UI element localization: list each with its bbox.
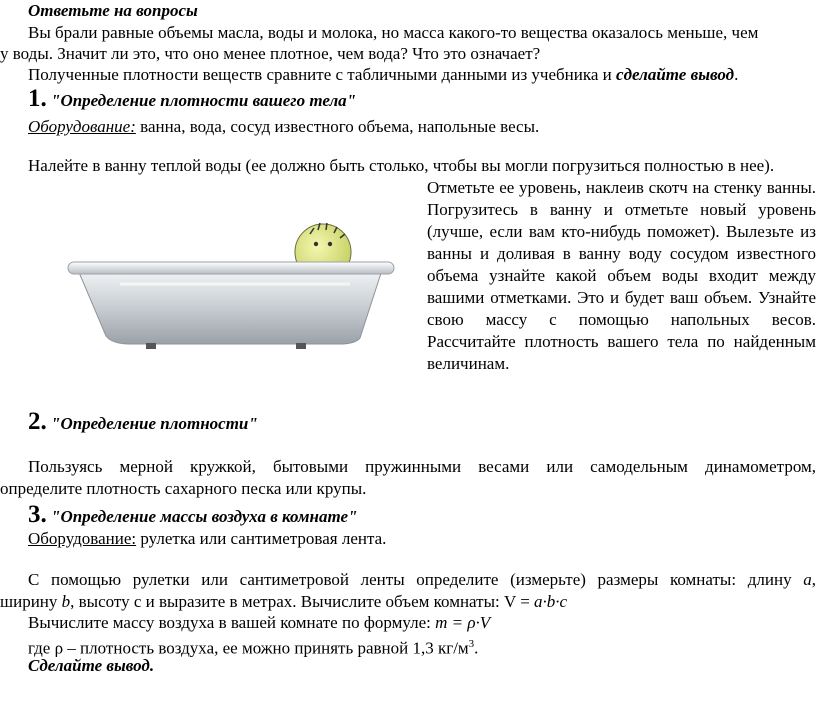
task3-line2-mid: , высоту с и выразите в метрах. Вычислите объем комнаты: V = bbox=[70, 592, 535, 611]
task1-equipment-label: Оборудование: bbox=[28, 117, 136, 136]
task3-heading bbox=[28, 501, 816, 528]
task3-line4-end: . bbox=[474, 638, 479, 658]
task1-equipment-text: ванна, вода, сосуд известного объема, напольные весы. bbox=[135, 117, 540, 136]
intro-question-line2: у воды. Значит ли это, что оно менее плотное, чем вода? Что это означает? bbox=[0, 44, 541, 63]
task3-line1-end: , bbox=[811, 570, 816, 589]
task3-equipment bbox=[28, 528, 816, 550]
task2-title: "Определение плотности" bbox=[51, 414, 258, 433]
task3-mass-formula: m = ρ·V bbox=[435, 613, 491, 632]
task3-line2 bbox=[0, 591, 816, 613]
task3-equipment-label: Оборудование: bbox=[28, 529, 137, 548]
task3-line4-text: где ρ – плотность воздуха, ее можно принять равной 1,3 кг/м bbox=[28, 638, 469, 658]
task2-text-line2: определите плотность сахарного песка или крупы. bbox=[0, 479, 367, 498]
intro-compare-emphasis: сделайте вывод bbox=[616, 65, 735, 84]
intro-compare-line bbox=[28, 64, 816, 86]
task1-number: 1. bbox=[28, 85, 47, 112]
task3-number: 3. bbox=[28, 501, 47, 528]
intro-compare-text: Полученные плотности веществ сравните с табличными данными из учебника и bbox=[28, 65, 617, 84]
task3-line1 bbox=[28, 569, 816, 591]
task3-equipment-text: рулетка или сантиметровая лента. bbox=[136, 529, 387, 548]
task3-var-a: а bbox=[803, 570, 812, 589]
task3-line2-start: ширину bbox=[0, 592, 62, 611]
bathtub-foot-left bbox=[146, 343, 156, 349]
bathtub-foot-right bbox=[296, 343, 306, 349]
task2-number: 2. bbox=[28, 408, 47, 435]
intro-compare-end: . bbox=[734, 65, 739, 84]
bathtub-illustration bbox=[60, 200, 400, 360]
task1-heading bbox=[28, 85, 816, 112]
task1-title: "Определение плотности вашего тела" bbox=[51, 91, 357, 110]
task3-line3-start: Вычислите массу воздуха в вашей комнате по формуле: bbox=[28, 613, 436, 632]
intro-title: Ответьте на вопросы bbox=[28, 1, 198, 20]
task3-line4-sup: 3 bbox=[468, 638, 475, 650]
task3-var-b: b bbox=[61, 592, 71, 611]
task2-text-line1: Пользуясь мерной кружкой, бытовыми пружинными весами или самодельным динамометром, bbox=[28, 457, 816, 476]
task3-volume-formula: a·b·c bbox=[534, 592, 568, 611]
task1-right-paragraph: Отметьте ее уровень, наклеив скотч на стенку ванны. Погрузитесь в ванну и отметьте новый уровень (лучше, если вам кто-нибудь поможет). Вылезьте из ванны и доливая в ванну воду сосудом известного объема узнайте какой объем воды входит между вашими отметками. Это и будет ваш объем. Узнайте свою массу с помощью напольных весов. Рассчитайте плотность вашего тела по найденным величинам. bbox=[427, 178, 816, 373]
intro-question-line1: Вы брали равные объемы масла, воды и молока, но масса какого-то вещества оказалось меньше, чем bbox=[28, 23, 759, 42]
task1-equipment bbox=[28, 116, 816, 138]
bathtub-rim bbox=[68, 262, 394, 274]
bathtub-body bbox=[78, 270, 382, 344]
task1-line1: Налейте в ванну теплой воды (ее должно быть столько, чтобы вы могли погрузиться полностью в нее). bbox=[28, 156, 775, 175]
task3-title: "Определение массы воздуха в комнате" bbox=[51, 507, 358, 526]
task3-line1-text: С помощью рулетки или сантиметровой ленты определите (измерьте) размеры комнаты: длину bbox=[28, 570, 804, 589]
task3-conclusion: Сделайте вывод. bbox=[28, 656, 155, 675]
task3-line3 bbox=[28, 612, 816, 634]
task2-heading bbox=[28, 408, 816, 435]
